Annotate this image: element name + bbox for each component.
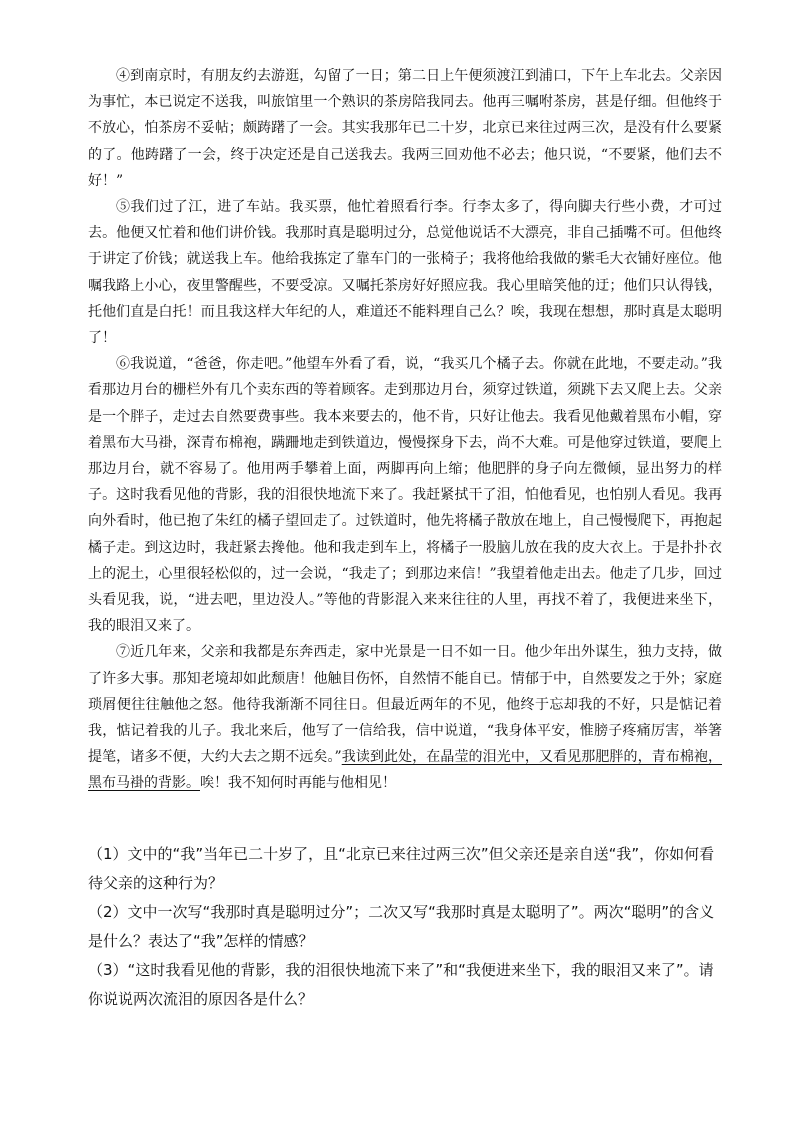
question-3: （3）“这时我看见他的背影，我的泪很快地流下来了”和“我便进来坐下，我的眼泪又来了”。请你说说两次流泪的原因各是什么？ <box>88 961 714 1008</box>
paragraph-7-text: ⑦近几年来，父亲和我都是东奔西走，家中光景是一日不如一日。他少年出外谋生，独力支持，做了许多大事。那知老境却如此颓唐！他触目伤怀，自然情不能自已。情郁于中，自然要发之于外；家庭琐屑便往往触他之怒。他待我渐渐不同往日。但最近两年的不见，他终于忘却我的不好，只是惦记着我，惦记着我的儿子。我北来后，他写了一信给我，信中说道，“我身体平安，惟膀子疼痛厉害，举箸提笔，诸多不便，大约大去之期不远矣。” <box>88 644 722 766</box>
paragraph-6: ⑥我说道，“爸爸，你走吧。”他望车外看了看，说，“我买几个橘子去。你就在此地，不要走动。”我看那边月台的栅栏外有几个卖东西的等着顾客。走到那边月台，须穿过铁道，须跳下去又爬上去。父亲是一个胖子，走过去自然要费事些。我本来要去的，他不肯，只好让他去。我看见他戴着黑布小帽，穿着黑布大马褂，深青布棉袍，蹒跚地走到铁道边，慢慢探身下去，尚不大难。可是他穿过铁道，要爬上那边月台，就不容易了。他用两手攀着上面，两脚再向上缩；他肥胖的身子向左微倾，显出努力的样子。这时我看见他的背影，我的泪很快地流下来了。我赶紧拭干了泪，怕他看见，也怕别人看见。我再向外看时，他已抱了朱红的橘子望回走了。过铁道时，他先将橘子散放在地上，自己慢慢爬下，再抱起橘子走。到这边时，我赶紧去搀他。他和我走到车上，将橘子一股脑儿放在我的皮大衣上。于是扑扑衣上的泥土，心里很轻松似的，过一会说，“我走了；到那边来信！”我望着他走出去。他走了几步，回过头看见我，说，“进去吧，里边没人。”等他的背影混入来来往往的人里，再找不着了，我便进来坐下，我的眼泪又来了。 <box>88 356 722 635</box>
question-2: （2）文中一次写“我那时真是聪明过分”；二次又写“我那时真是太聪明了”。两次“聪明”的含义是什么？表达了“我”怎样的情感？ <box>88 903 715 950</box>
paragraph-7 <box>88 639 722 796</box>
paragraph-4: ④到南京时，有朋友约去游逛，勾留了一日；第二日上午便须渡江到浦口，下午上车北去。父亲因为事忙，本已说定不送我，叫旅馆里一个熟识的茶房陪我同去。他再三嘱咐茶房，甚是仔细。但他终于不放心，怕茶房不妥帖；颇踌躇了一会。其实我那年已二十岁，北京已来往过两三次，是没有什么要紧的了。他踌躇了一会，终于决定还是自己送我去。我两三回劝他不必去；他只说，“不要紧，他们去不好！” <box>88 68 722 189</box>
question-1: （1）文中的“我”当年已二十岁了，且“北京已来往过两三次”但父亲还是亲自送“我”，你如何看待父亲的这种行为？ <box>88 845 715 892</box>
paragraph-7-ending: 唉！我不知何时再能与他相见！ <box>200 775 396 792</box>
underlined-sentence: 我读到此处，在晶莹的泪光中，又看见那肥胖的，青布棉袍，黑布马褂的背影。 <box>88 749 723 792</box>
question-list <box>88 840 728 1014</box>
paragraph-5: ⑤我们过了江，进了车站。我买票，他忙着照看行李。行李太多了，得向脚夫行些小费，才可过去。他便又忙着和他们讲价钱。我那时真是聪明过分，总觉他说话不大漂亮，非自己插嘴不可。但他终于讲定了价钱；就送我上车。他给我拣定了靠车门的一张椅子；我将他给我做的紫毛大衣铺好座位。他嘱我路上小心，夜里警醒些，不要受凉。又嘱托茶房好好照应我。我心里暗笑他的迂；他们只认得钱，托他们直是白托！而且我这样大年纪的人，难道还不能料理自己么？唉，我现在想想，那时真是太聪明了！ <box>88 199 722 347</box>
reading-passage <box>88 63 722 797</box>
